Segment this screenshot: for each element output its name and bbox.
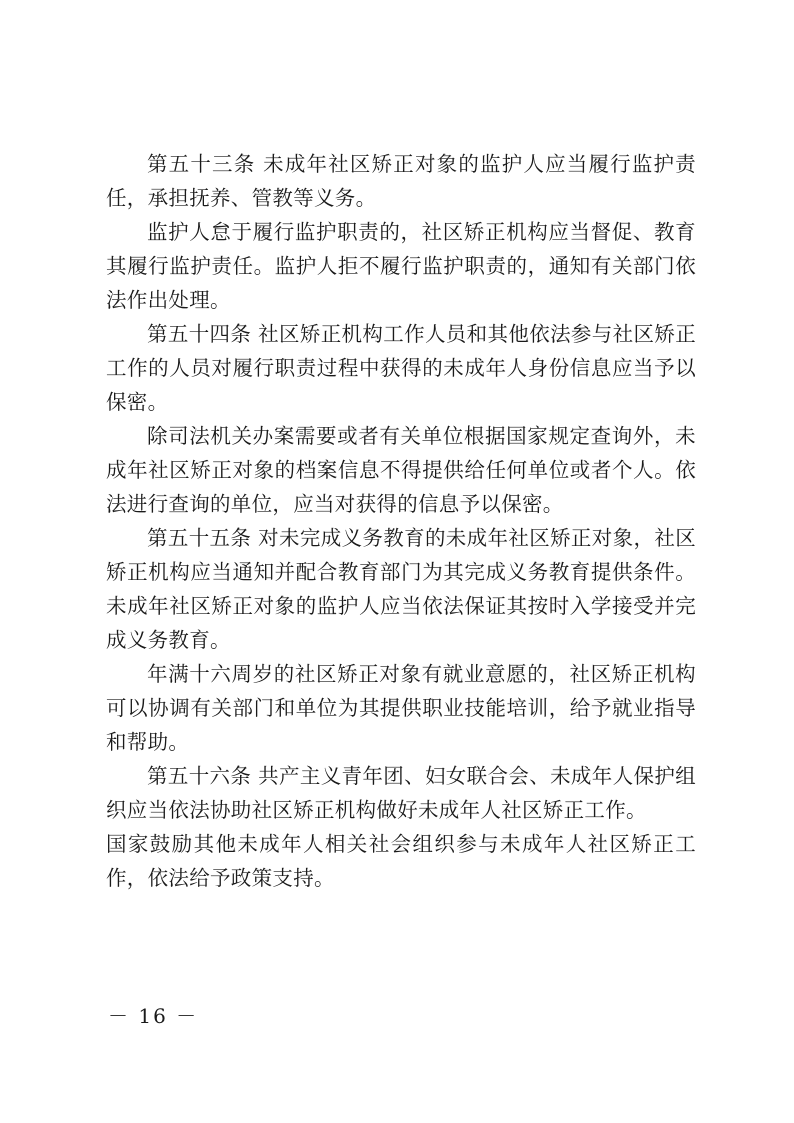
paragraph-article-55: 第五十五条 对未完成义务教育的未成年社区矫正对象，社区矫正机构应当通知并配合教育部门为其完成义务教育提供条件。未成年社区矫正对象的监护人应当依法保证其按时入学接受并完成义务教育。	[106, 526, 696, 652]
page-number: － 16 －	[108, 1004, 199, 1028]
paragraph-social-organizations: 国家鼓励其他未成年人相关社会组织参与未成年人社区矫正工作，依法给予政策支持。	[106, 832, 696, 890]
paragraph-article-56: 第五十六条 共产主义青年团、妇女联合会、未成年人保护组织应当依法协助社区矫正机构做好未成年人社区矫正工作。	[106, 764, 696, 822]
paragraph-vocational-training: 年满十六周岁的社区矫正对象有就业意愿的，社区矫正机构可以协调有关部门和单位为其提供职业技能培训，给予就业指导和帮助。	[106, 662, 696, 754]
paragraph-guardian-duty: 监护人怠于履行监护职责的，社区矫正机构应当督促、教育其履行监护责任。监护人拒不履行监护职责的，通知有关部门依法作出处理。	[106, 220, 696, 312]
paragraph-records-confidentiality: 除司法机关办案需要或者有关单位根据国家规定查询外，未成年社区矫正对象的档案信息不得提供给任何单位或者个人。依法进行查询的单位，应当对获得的信息予以保密。	[106, 424, 696, 516]
body-text	[106, 147, 696, 895]
paragraph-article-53: 第五十三条 未成年社区矫正对象的监护人应当履行监护责任，承担抚养、管教等义务。	[106, 152, 696, 210]
paragraph-article-54: 第五十四条 社区矫正机构工作人员和其他依法参与社区矫正工作的人员对履行职责过程中获得的未成年人身份信息应当予以保密。	[106, 322, 696, 414]
